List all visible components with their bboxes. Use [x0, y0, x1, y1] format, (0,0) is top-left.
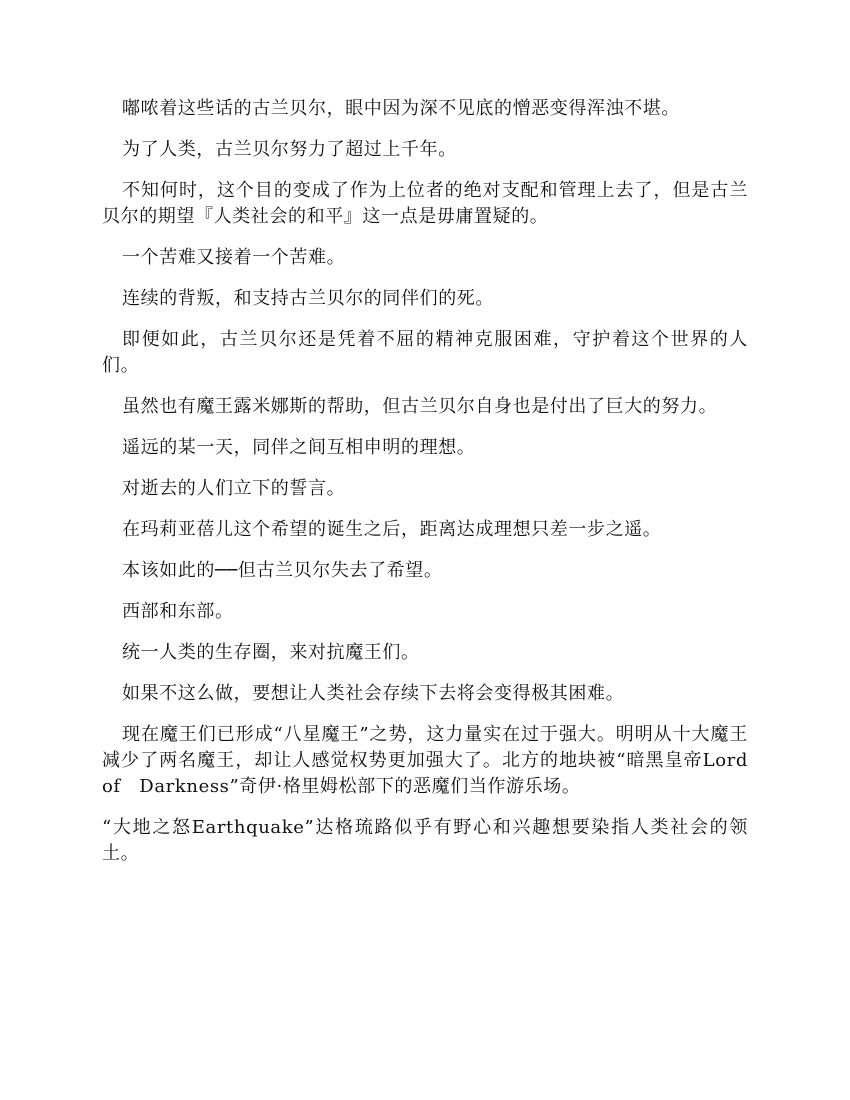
paragraph: 为了人类，古兰贝尔努力了超过上千年。 [122, 139, 457, 160]
paragraph: 如果不这么做，要想让人类社会存续下去将会变得极其困难。 [122, 683, 625, 704]
paragraph: 在玛莉亚蓓儿这个希望的诞生之后，距离达成理想只差一步之遥。 [122, 519, 662, 540]
paragraph: 现在魔王们已形成“八星魔王”之势，这力量实在过于强大。明明从十大魔王减少了两名魔王，却让人感觉权势更加强大了。北方的地块被“暗黑皇帝Lord of Darkness”奇伊·格里姆松部下的恶魔们当作游乐场。 [102, 724, 767, 797]
paragraph: 不知何时，这个目的变成了作为上位者的绝对支配和管理上去了，但是古兰贝尔的期望『人类社会的和平』这一点是毋庸置疑的。 [102, 180, 748, 227]
paragraph: 即便如此，古兰贝尔还是凭着不屈的精神克服困难，守护着这个世界的人们。 [102, 329, 748, 376]
paragraph: 对逝去的人们立下的誓言。 [122, 478, 346, 499]
paragraph: “大地之怒Earthquake”达格琉路似乎有野心和兴趣想要染指人类社会的领土。 [102, 817, 748, 864]
paragraph: 嘟哝着这些话的古兰贝尔，眼中因为深不见底的憎恶变得浑浊不堪。 [122, 98, 680, 119]
paragraph: 虽然也有魔王露米娜斯的帮助，但古兰贝尔自身也是付出了巨大的努力。 [122, 396, 718, 417]
paragraph: 西部和东部。 [122, 601, 234, 622]
paragraph: 本该如此的──但古兰贝尔失去了希望。 [122, 560, 443, 581]
document-page [102, 96, 767, 882]
paragraph: 一个苦难又接着一个苦难。 [122, 247, 346, 268]
paragraph: 统一人类的生存圈，来对抗魔王们。 [122, 642, 420, 663]
paragraph: 连续的背叛，和支持古兰贝尔的同伴们的死。 [122, 288, 494, 309]
paragraph: 遥远的某一天，同伴之间互相申明的理想。 [122, 437, 476, 458]
